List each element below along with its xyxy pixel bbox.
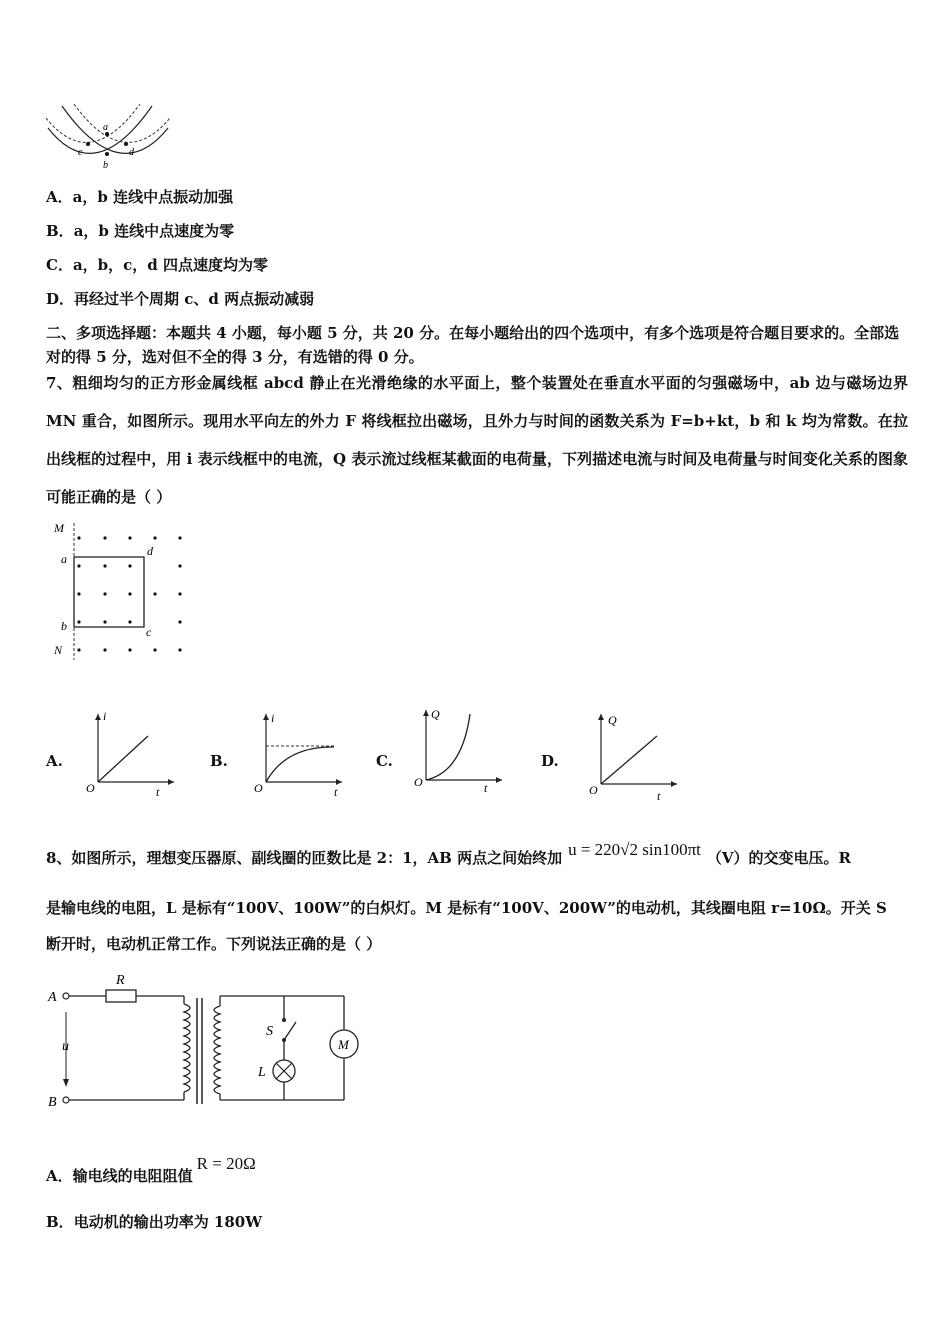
- label-u: u: [62, 1039, 69, 1054]
- label-d: d: [129, 147, 134, 158]
- primary-coil: [184, 1004, 190, 1092]
- q7-graph-c: [410, 704, 510, 799]
- secondary-coil: [214, 1006, 220, 1094]
- square-loop: [74, 557, 144, 627]
- label-N: N: [54, 643, 63, 657]
- section-heading: 二、多项选择题：本题共 4 小题，每小题 5 分，共 20 分。在每小题给出的四个选项中，有多个选项是符合题目要求的。全部选对的得 5 分，选对但不全的得 3 分，有选错的得 0 分。: [46, 324, 900, 366]
- svg-text:O: O: [414, 775, 423, 789]
- q6-option-b: B．a，b 连线中点速度为零: [46, 222, 235, 240]
- q8-formula: u = 220√2 sin100πt: [568, 840, 701, 859]
- label-a: a: [103, 122, 108, 133]
- svg-text:t: t: [156, 785, 160, 799]
- wave-interference-figure: [40, 98, 175, 173]
- q8-stem-line1: 8、如图所示，理想变压器原、副线圈的匝数比是 2：1，AB 两点之间始终加 u = 220√2 sin100πt （V）的交变电压。R: [46, 840, 851, 867]
- label-A: A: [48, 990, 57, 1005]
- graph-d-curve: [601, 736, 657, 784]
- resistor-R: [106, 990, 136, 1002]
- wave-arc-solid-1: [48, 106, 152, 153]
- svg-text:Q: Q: [608, 713, 617, 727]
- q8-option-b: B．电动机的输出功率为 180W: [46, 1213, 263, 1231]
- q6-option-a: A．a，b 连线中点振动加强: [46, 188, 234, 206]
- svg-text:O: O: [254, 781, 263, 795]
- graph-c-curve: [426, 714, 470, 780]
- label-d: d: [147, 544, 153, 558]
- transformer-circuit-figure: [44, 970, 364, 1115]
- svg-text:i: i: [271, 711, 275, 725]
- q7-stem: 7、粗细均匀的正方形金属线框 abcd 静止在光滑绝缘的水平面上，整个装置处在垂直水平面的匀强磁场中，ab 边与磁场边界 MN 重合，如图所示。现用水平向左的外力 F 将线框拉出磁场，且外力与时间的函数关系为 F=b+kt，b 和 k 均为常数。在拉出线框的过程中，用 i 表示线框中的电流，Q 表示流过线框某截面的电荷量，下列描述电流与时间及电荷量与时间变化关系的图象可能正确的是（ ）: [46, 374, 908, 506]
- q6-option-c: C．a，b，c，d 四点速度均为零: [46, 256, 269, 274]
- label-c: c: [146, 625, 152, 639]
- svg-text:t: t: [484, 781, 488, 795]
- label-M: M: [54, 521, 64, 535]
- switch-S: [284, 1022, 296, 1040]
- svg-text:i: i: [103, 709, 107, 723]
- q7-graph-d: [585, 706, 685, 801]
- label-b: b: [61, 619, 67, 633]
- label-R: R: [116, 973, 125, 988]
- q8-stem-line2: 是输电线的电阻，L 是标有“100V、100W”的白炽灯。M 是标有“100V、200W”的电动机，其线圈电阻 r=10Ω。开关 S: [46, 899, 887, 917]
- q8-option-a-formula: R = 20Ω: [196, 1154, 256, 1173]
- svg-text:t: t: [334, 785, 338, 799]
- svg-text:O: O: [86, 781, 95, 795]
- label-B: B: [48, 1095, 57, 1110]
- q8-stem-line3: 断开时，电动机正常工作。下列说法正确的是（ ）: [46, 935, 382, 953]
- field-dots: [77, 536, 181, 651]
- q7-graph-letter-c: C.: [376, 752, 393, 770]
- svg-text:Q: Q: [431, 707, 440, 721]
- q7-graph-a: [82, 706, 182, 801]
- label-c: c: [78, 147, 83, 158]
- q7-graph-letter-b: B.: [210, 752, 228, 770]
- label-M: M: [338, 1037, 349, 1052]
- svg-text:O: O: [589, 783, 598, 797]
- q7-graph-letter-d: D.: [541, 752, 559, 770]
- q8-option-a: A．输电线的电阻阻值R = 20Ω: [46, 1154, 256, 1185]
- label-a: a: [61, 552, 67, 566]
- q7-graph-b: [250, 706, 350, 801]
- q6-option-d: D．再经过半个周期 c、d 两点振动减弱: [46, 290, 315, 308]
- label-S: S: [266, 1024, 273, 1039]
- graph-b-curve: [266, 747, 334, 782]
- svg-text:t: t: [657, 789, 661, 801]
- magnetic-field-figure: [50, 518, 195, 663]
- graph-a-curve: [98, 736, 148, 782]
- label-L: L: [258, 1065, 266, 1080]
- label-b: b: [103, 160, 108, 171]
- q7-graph-letter-a: A.: [46, 752, 63, 770]
